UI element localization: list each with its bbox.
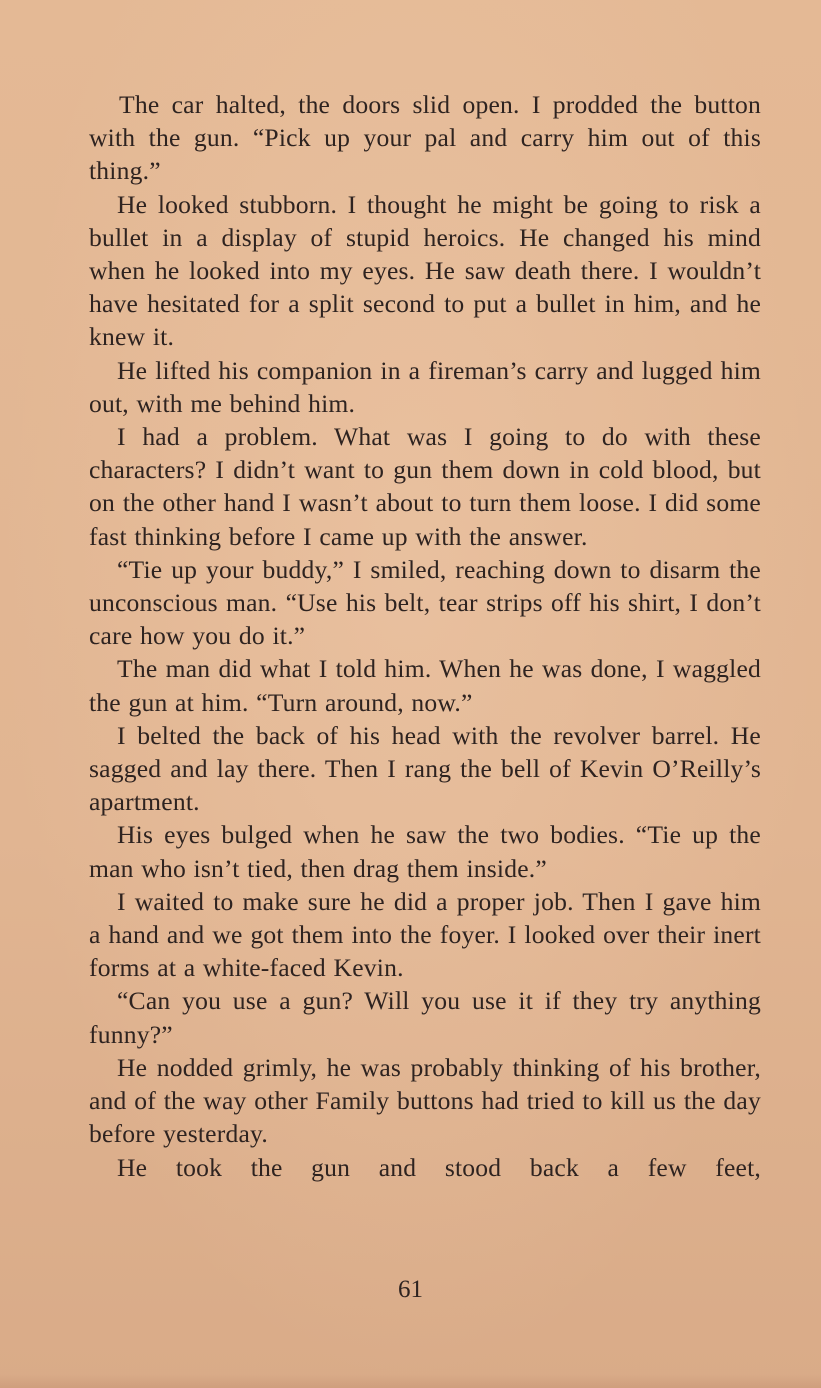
paragraph-2: He looked stubborn. I thought he might be going to risk a bullet in a display of stupid heroics. He changed his mind when he looked into my eyes. He saw death there. I wouldn’t have hesitated for a split second to put a bullet in him, and he knew it. [89, 189, 761, 352]
paragraph-10: “Can you use a gun? Will you use it if they try anything funny?” [89, 986, 761, 1049]
page-number: 61 [398, 1276, 423, 1303]
paragraph-3: He lifted his companion in a fireman’s carry and lugged him out, with me behind him. [89, 355, 761, 418]
paragraph-8: His eyes bulged when he saw the two bodies. “Tie up the man who isn’t tied, then drag them inside.” [89, 820, 761, 883]
body-text [89, 88, 761, 1184]
paragraph-4: I had a problem. What was I going to do with these characters? I didn’t want to gun them down in cold blood, but on the other hand I wasn’t about to turn them loose. I did some fast thinking before I came up with the answer. [89, 422, 761, 551]
paragraph-9: I waited to make sure he did a proper job. Then I gave him a hand and we got them into the foyer. I looked over their inert forms at a white-faced Kevin. [89, 886, 761, 983]
paragraph-12: He took the gun and stood back a few feet, [117, 1152, 761, 1182]
paragraph-1: The car halted, the doors slid open. I prodded the button with the gun. “Pick up your pal and carry him out of this thing.” [89, 90, 761, 186]
paragraph-7: I belted the back of his head with the revolver barrel. He sagged and lay there. Then I rang the bell of Kevin O’Reilly’s apartment. [89, 720, 761, 817]
paragraph-11: He nodded grimly, he was probably thinking of his brother, and of the way other Family buttons had tried to kill us the day before yesterday. [89, 1052, 761, 1149]
paragraph-6: The man did what I told him. When he was done, I waggled the gun at him. “Turn around, now.” [89, 654, 761, 717]
page-bottom-edge [0, 1374, 821, 1388]
paragraph-5: “Tie up your buddy,” I smiled, reaching down to disarm the unconscious man. “Use his belt, tear strips off his shirt, I don’t care how you do it.” [89, 554, 761, 651]
